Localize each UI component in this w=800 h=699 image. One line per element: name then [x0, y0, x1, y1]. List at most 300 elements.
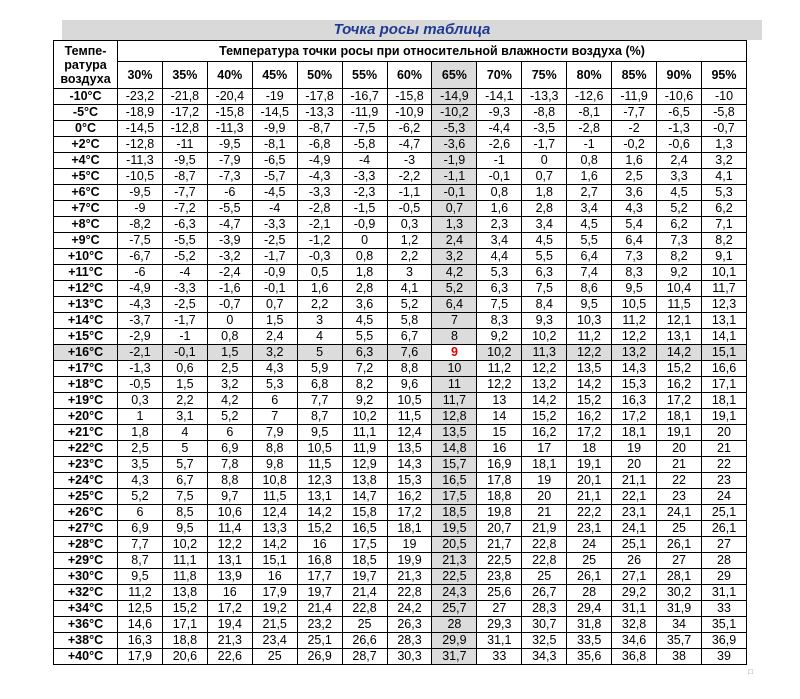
dew-point-cell: 15,3 [387, 473, 432, 489]
table-row [54, 489, 747, 505]
dew-point-cell: -11 [162, 137, 207, 153]
dew-point-cell: 3,1 [162, 409, 207, 425]
dew-point-cell: 6,3 [342, 345, 387, 361]
dew-point-cell: 23,8 [477, 569, 522, 585]
humidity-header-55pct: 55% [342, 62, 387, 89]
dew-point-cell: 4,2 [207, 393, 252, 409]
row-temperature-label: +17°C [54, 361, 118, 377]
dew-point-cell: 26,7 [522, 585, 567, 601]
dew-point-cell: 7,7 [118, 537, 163, 553]
dew-point-cell: 0 [522, 153, 567, 169]
dew-point-cell: -0,1 [477, 169, 522, 185]
dew-point-cell: -8,7 [162, 169, 207, 185]
dew-point-cell: 13,1 [657, 329, 702, 345]
dew-point-cell: 5,2 [207, 409, 252, 425]
dew-point-cell: 9,3 [522, 313, 567, 329]
dew-point-cell: 10 [432, 361, 477, 377]
dew-point-cell: -2,9 [118, 329, 163, 345]
dew-point-cell: 19,1 [657, 425, 702, 441]
dew-point-cell: -8,2 [118, 217, 163, 233]
dew-point-cell: -8,7 [297, 121, 342, 137]
table-row [54, 137, 747, 153]
dew-point-cell: 21,4 [297, 601, 342, 617]
dew-point-cell: 18,1 [701, 393, 746, 409]
dew-point-cell: -5,7 [252, 169, 297, 185]
dew-point-cell: 14,8 [432, 441, 477, 457]
dew-point-cell: 19 [387, 537, 432, 553]
dew-point-cell: -2,8 [297, 201, 342, 217]
dew-point-cell: 11,2 [118, 585, 163, 601]
dew-point-cell: 17,1 [701, 377, 746, 393]
dew-point-cell: 24,1 [657, 505, 702, 521]
dew-point-cell: 17,2 [387, 505, 432, 521]
dew-point-cell: 29,3 [477, 617, 522, 633]
dew-point-cell: 14,2 [657, 345, 702, 361]
dew-point-cell: -3,9 [207, 233, 252, 249]
row-temperature-label: 0°C [54, 121, 118, 137]
row-temperature-label: +23°C [54, 457, 118, 473]
dew-point-cell: 10,2 [522, 329, 567, 345]
dew-point-cell: 3,2 [701, 153, 746, 169]
dew-point-cell: 5 [162, 441, 207, 457]
dew-point-cell: 23,1 [612, 505, 657, 521]
dew-point-cell: -1,3 [657, 121, 702, 137]
dew-point-cell: -2,8 [567, 121, 612, 137]
dew-point-cell: 7,3 [657, 233, 702, 249]
dew-point-cell: -6,2 [387, 121, 432, 137]
dew-point-cell: -4 [342, 153, 387, 169]
dew-point-cell: -17,2 [162, 105, 207, 121]
dew-point-cell: 19 [522, 473, 567, 489]
table-row [54, 377, 747, 393]
dew-point-cell: 20 [701, 425, 746, 441]
dew-point-cell: -11,9 [612, 89, 657, 105]
dew-point-cell: -3,3 [252, 217, 297, 233]
humidity-header-40pct: 40% [207, 62, 252, 89]
dew-point-cell: 14,7 [342, 489, 387, 505]
dew-point-cell: -10 [701, 89, 746, 105]
dew-point-cell: 16,9 [477, 457, 522, 473]
dew-point-cell: 28 [432, 617, 477, 633]
table-row [54, 233, 747, 249]
dew-point-cell: 19,1 [567, 457, 612, 473]
dew-point-cell: 17,1 [162, 617, 207, 633]
dew-point-cell: 11,7 [701, 281, 746, 297]
dew-point-cell: -15,8 [387, 89, 432, 105]
table-row [54, 281, 747, 297]
dew-point-cell: 22 [657, 473, 702, 489]
dew-point-cell: 15,1 [252, 553, 297, 569]
dew-point-cell: 16,2 [567, 409, 612, 425]
dew-point-cell: 19,8 [477, 505, 522, 521]
dew-point-cell: 9,6 [387, 377, 432, 393]
dew-point-cell: 17,2 [567, 425, 612, 441]
dew-point-cell: 10,5 [297, 441, 342, 457]
dew-point-cell: 9,8 [252, 457, 297, 473]
dew-point-cell: 22 [701, 457, 746, 473]
dew-point-cell: 19,9 [387, 553, 432, 569]
dew-point-cell: -0,3 [297, 249, 342, 265]
dew-point-cell: 6 [118, 505, 163, 521]
dew-point-cell: -0,9 [252, 265, 297, 281]
dew-point-cell: 18,1 [657, 409, 702, 425]
dew-point-cell: -4,9 [118, 281, 163, 297]
dew-point-cell: 13,2 [522, 377, 567, 393]
dew-point-cell: 6,9 [207, 441, 252, 457]
dew-point-cell: -5,8 [342, 137, 387, 153]
dew-point-cell: 21 [701, 441, 746, 457]
dew-point-cell: -9,5 [162, 153, 207, 169]
dew-point-cell: 5,2 [657, 201, 702, 217]
dew-point-cell: -9,3 [477, 105, 522, 121]
row-temperature-label: +20°C [54, 409, 118, 425]
row-temperature-label: +10°C [54, 249, 118, 265]
dew-point-cell: 13,3 [252, 521, 297, 537]
dew-point-cell: 13,5 [567, 361, 612, 377]
table-row [54, 393, 747, 409]
dew-point-cell: -0,7 [207, 297, 252, 313]
dew-point-cell: 5,3 [252, 377, 297, 393]
dew-point-cell: 14,1 [701, 329, 746, 345]
dew-point-cell: 8,2 [342, 377, 387, 393]
dew-point-cell: 10,6 [207, 505, 252, 521]
dew-point-cell: 21 [522, 505, 567, 521]
dew-point-cell: 11,5 [657, 297, 702, 313]
humidity-header-85pct: 85% [612, 62, 657, 89]
dew-point-cell: 17 [522, 441, 567, 457]
dew-point-cell: 8,8 [252, 441, 297, 457]
dew-point-cell: 11,2 [567, 329, 612, 345]
dew-point-cell: 10,3 [567, 313, 612, 329]
dew-point-cell: 2,4 [432, 233, 477, 249]
dew-point-cell: 1,6 [567, 169, 612, 185]
dew-point-cell: -3,2 [207, 249, 252, 265]
row-temperature-label: +6°C [54, 185, 118, 201]
dew-point-cell: -21,8 [162, 89, 207, 105]
dew-point-cell: 5,9 [297, 361, 342, 377]
table-row [54, 537, 747, 553]
row-temperature-label: +14°C [54, 313, 118, 329]
dew-point-cell: -4 [162, 265, 207, 281]
dew-point-cell: 5,8 [387, 313, 432, 329]
dew-point-cell: 32,8 [612, 617, 657, 633]
dew-point-cell: -3,3 [342, 169, 387, 185]
dew-point-cell: -20,4 [207, 89, 252, 105]
dew-point-cell: 12,2 [522, 361, 567, 377]
dew-point-cell: 4,4 [477, 249, 522, 265]
dew-point-cell: 25 [522, 569, 567, 585]
dew-point-cell: 29,2 [612, 585, 657, 601]
dew-point-cell: -14,1 [477, 89, 522, 105]
row-temperature-label: +5°C [54, 169, 118, 185]
dew-point-cell: 13,1 [701, 313, 746, 329]
dew-point-cell: 4,3 [118, 473, 163, 489]
dew-point-cell: 26,1 [701, 521, 746, 537]
humidity-header-90pct: 90% [657, 62, 702, 89]
dew-point-cell: 33 [477, 649, 522, 665]
dew-point-cell: 15,2 [522, 409, 567, 425]
dew-point-cell: 21,4 [342, 585, 387, 601]
dew-point-cell: -1 [567, 137, 612, 153]
dew-point-cell: 31,1 [701, 585, 746, 601]
dew-point-cell: 3,6 [612, 185, 657, 201]
dew-point-cell: 7,7 [297, 393, 342, 409]
dew-point-cell: 21,1 [567, 489, 612, 505]
dew-point-cell: 5,3 [701, 185, 746, 201]
dew-point-cell: -4 [252, 201, 297, 217]
dew-point-cell: 23,1 [567, 521, 612, 537]
dew-point-cell: 6,7 [387, 329, 432, 345]
dew-point-cell: 17,5 [342, 537, 387, 553]
row-temperature-label: +24°C [54, 473, 118, 489]
dew-point-cell: 15,3 [612, 377, 657, 393]
dew-point-cell: 0,8 [342, 249, 387, 265]
dew-point-cell: 11,8 [162, 569, 207, 585]
dew-point-cell: -4,9 [297, 153, 342, 169]
row-temperature-label: -10°C [54, 89, 118, 105]
dew-point-cell: -14,5 [118, 121, 163, 137]
dew-point-cell: 6 [252, 393, 297, 409]
dew-point-cell: 9,5 [567, 297, 612, 313]
dew-point-cell: 9,5 [297, 425, 342, 441]
dew-point-cell: -5,5 [207, 201, 252, 217]
dew-point-cell: 2,8 [342, 281, 387, 297]
dew-point-cell: 7 [432, 313, 477, 329]
dew-point-cell: 29,4 [567, 601, 612, 617]
dew-point-cell: 18 [567, 441, 612, 457]
table-row [54, 521, 747, 537]
dew-point-cell: 9,5 [612, 281, 657, 297]
row-temperature-label: +30°C [54, 569, 118, 585]
dew-point-cell: 19,4 [207, 617, 252, 633]
dew-point-cell: -3,3 [297, 185, 342, 201]
dew-point-cell: -13,3 [297, 105, 342, 121]
dew-point-cell: -1,1 [387, 185, 432, 201]
dew-point-cell: 17,7 [297, 569, 342, 585]
humidity-header-95pct: 95% [701, 62, 746, 89]
dew-point-cell: -10,5 [118, 169, 163, 185]
dew-point-cell: 11,1 [162, 553, 207, 569]
dew-point-cell: 4,3 [252, 361, 297, 377]
dew-point-cell: 4,5 [567, 217, 612, 233]
dew-point-cell: -16,7 [342, 89, 387, 105]
dew-point-cell: -2,5 [162, 297, 207, 313]
dew-point-cell: 25 [252, 649, 297, 665]
dew-point-cell: 19,2 [252, 601, 297, 617]
table-row [54, 185, 747, 201]
dew-point-cell: 6,2 [657, 217, 702, 233]
dew-point-cell: -3,5 [522, 121, 567, 137]
dew-point-cell: 15,2 [567, 393, 612, 409]
dew-point-cell: 5,5 [522, 249, 567, 265]
dew-point-cell: -9,5 [118, 185, 163, 201]
dew-point-cell: 20 [612, 457, 657, 473]
dew-point-cell: 2,2 [297, 297, 342, 313]
row-temperature-label: +8°C [54, 217, 118, 233]
dew-point-cell: -5,8 [701, 105, 746, 121]
table-row [54, 425, 747, 441]
row-temperature-label: +26°C [54, 505, 118, 521]
dew-point-cell: 4,5 [342, 313, 387, 329]
dew-point-cell: 12,2 [567, 345, 612, 361]
dew-point-cell: 3 [387, 265, 432, 281]
dew-point-cell: 35,6 [567, 649, 612, 665]
dew-point-cell: 1,2 [387, 233, 432, 249]
dew-point-cell: 5,5 [342, 329, 387, 345]
dew-point-cell: -12,8 [118, 137, 163, 153]
dew-point-cell: -7,9 [207, 153, 252, 169]
dew-point-cell: 20 [522, 489, 567, 505]
dew-point-cell: 23,4 [252, 633, 297, 649]
dew-point-cell: 39 [701, 649, 746, 665]
dew-point-cell: 0 [207, 313, 252, 329]
row-temperature-label: +40°C [54, 649, 118, 665]
dew-point-cell: -6,8 [297, 137, 342, 153]
dew-point-cell: -5,2 [162, 249, 207, 265]
dew-point-cell: 22,8 [387, 585, 432, 601]
dew-point-cell: 12,2 [207, 537, 252, 553]
dew-point-cell: 12,3 [701, 297, 746, 313]
dew-point-cell: 14,2 [297, 505, 342, 521]
dew-point-cell: 9,5 [162, 521, 207, 537]
dew-point-cell: -11,3 [207, 121, 252, 137]
humidity-header-60pct: 60% [387, 62, 432, 89]
dew-point-cell: 18,5 [342, 553, 387, 569]
dew-point-cell: 1,8 [118, 425, 163, 441]
dew-point-cell: 0 [342, 233, 387, 249]
dew-point-cell: 13,9 [207, 569, 252, 585]
dew-point-cell: 8,2 [657, 249, 702, 265]
dew-point-cell: 11 [432, 377, 477, 393]
row-temperature-label: +28°C [54, 537, 118, 553]
dew-point-cell: 31,7 [432, 649, 477, 665]
dew-point-cell: 11,9 [342, 441, 387, 457]
dew-point-cell: 0,8 [207, 329, 252, 345]
dew-point-cell: 35,1 [701, 617, 746, 633]
dew-point-cell: 16,6 [701, 361, 746, 377]
dew-point-cell: -6 [118, 265, 163, 281]
dew-point-cell: 14,2 [252, 537, 297, 553]
row-temperature-label: +25°C [54, 489, 118, 505]
dew-point-cell: 11,7 [432, 393, 477, 409]
dew-point-cell: 1,5 [252, 313, 297, 329]
dew-point-cell: -3 [387, 153, 432, 169]
dew-point-cell: -6 [207, 185, 252, 201]
table-row [54, 617, 747, 633]
dew-point-cell: 11,4 [207, 521, 252, 537]
dew-point-cell: 6,7 [162, 473, 207, 489]
dew-point-cell: 12,2 [612, 329, 657, 345]
dew-point-cell: 9,7 [207, 489, 252, 505]
dew-point-cell: 11,2 [612, 313, 657, 329]
dew-point-cell: 22,5 [477, 553, 522, 569]
dew-point-cell: 13,5 [432, 425, 477, 441]
dew-point-cell: -2,6 [477, 137, 522, 153]
dew-point-cell: 28,3 [522, 601, 567, 617]
dew-point-cell: -1,3 [118, 361, 163, 377]
row-temperature-label: +13°C [54, 297, 118, 313]
row-temperature-label: +27°C [54, 521, 118, 537]
dew-point-cell: 25,1 [297, 633, 342, 649]
humidity-header-75pct: 75% [522, 62, 567, 89]
table-row [54, 345, 747, 361]
table-row [54, 601, 747, 617]
dew-point-cell: 17,8 [477, 473, 522, 489]
dew-point-cell: 22,8 [342, 601, 387, 617]
dew-point-cell: -10,2 [432, 105, 477, 121]
dew-point-cell: 10,2 [477, 345, 522, 361]
dew-point-cell: 27 [701, 537, 746, 553]
dew-point-cell: 13,1 [297, 489, 342, 505]
dew-point-cell: 25,6 [477, 585, 522, 601]
dew-point-cell: 13,8 [342, 473, 387, 489]
dew-point-cell: 6,4 [432, 297, 477, 313]
dew-point-cell: 9,2 [477, 329, 522, 345]
dew-point-cell: 31,1 [477, 633, 522, 649]
dew-point-cell: -2,1 [118, 345, 163, 361]
dew-point-cell: 18,8 [162, 633, 207, 649]
dew-point-cell: 2,4 [252, 329, 297, 345]
dew-point-cell: -1,7 [252, 249, 297, 265]
dew-point-cell: 21,3 [432, 553, 477, 569]
dew-point-cell: 1 [118, 409, 163, 425]
dew-point-cell: 24 [567, 537, 612, 553]
dew-point-cell: 18,8 [477, 489, 522, 505]
dew-point-cell: -0,5 [387, 201, 432, 217]
dew-point-cell: 5,2 [387, 297, 432, 313]
dew-point-cell: 16 [252, 569, 297, 585]
dew-point-cell: 18,5 [432, 505, 477, 521]
dew-point-cell: 2,7 [567, 185, 612, 201]
dew-point-cell: 0,7 [252, 297, 297, 313]
row-temperature-label: +12°C [54, 281, 118, 297]
table-row [54, 153, 747, 169]
dew-point-cell: 21 [657, 457, 702, 473]
row-temperature-label: +2°C [54, 137, 118, 153]
row-temperature-label: +21°C [54, 425, 118, 441]
dew-point-cell: 0,6 [162, 361, 207, 377]
dew-point-cell: 23 [701, 473, 746, 489]
dew-point-cell: -5,3 [432, 121, 477, 137]
dew-point-cell: 11,5 [297, 457, 342, 473]
table-row [54, 249, 747, 265]
dew-point-cell: 15,1 [701, 345, 746, 361]
dew-point-cell: 38 [657, 649, 702, 665]
corner-mark: □ [748, 667, 753, 676]
dew-point-cell: 15,7 [432, 457, 477, 473]
dew-point-cell: 30,3 [387, 649, 432, 665]
dew-point-cell: 14,3 [612, 361, 657, 377]
dew-point-cell: 8,7 [118, 553, 163, 569]
dew-point-cell: -1 [477, 153, 522, 169]
dew-point-cell: 11,5 [387, 409, 432, 425]
row-temperature-label: +15°C [54, 329, 118, 345]
dew-point-cell: 10,4 [657, 281, 702, 297]
dew-point-cell: 22,8 [522, 537, 567, 553]
dew-point-cell: -6,5 [657, 105, 702, 121]
dew-point-cell: 13,1 [207, 553, 252, 569]
dew-point-cell: 23 [657, 489, 702, 505]
dew-point-cell: 24,2 [387, 601, 432, 617]
dew-point-cell: 28,7 [342, 649, 387, 665]
dew-point-cell: 21,9 [522, 521, 567, 537]
dew-point-cell: -2,2 [387, 169, 432, 185]
dew-point-cell: 7,1 [701, 217, 746, 233]
dew-point-cell: 26,9 [297, 649, 342, 665]
dew-point-cell: 16,2 [657, 377, 702, 393]
dew-point-cell: 15,2 [162, 601, 207, 617]
row-temperature-label: +22°C [54, 441, 118, 457]
